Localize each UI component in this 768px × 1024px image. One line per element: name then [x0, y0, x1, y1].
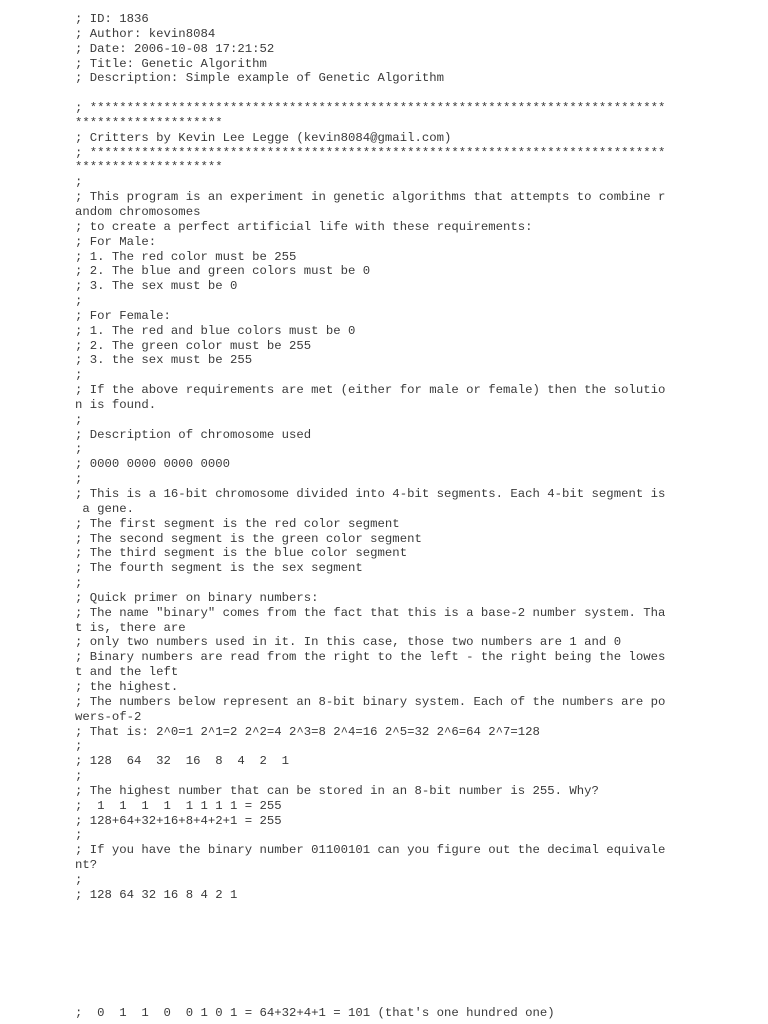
code-line: ; 1. The red color must be 255	[75, 249, 297, 264]
code-line: n is found.	[75, 397, 157, 412]
code-line: ; ID: 1836	[75, 12, 149, 26]
code-line: ;	[75, 294, 83, 309]
code-line: ; the highest.	[75, 679, 179, 694]
code-line: ; 1 1 1 1 1 1 1 1 = 255	[75, 798, 282, 813]
code-line: ; ******************************************************************************	[75, 101, 666, 116]
code-line: ;	[75, 872, 83, 887]
code-line: ;	[75, 576, 83, 591]
code-line: ; 2. The blue and green colors must be 0	[75, 264, 371, 279]
code-line-final: ; 0 1 1 0 0 1 0 1 = 64+32+4+1 = 101 (that's one hundred one)	[75, 1006, 555, 1020]
code-line: ; Title: Genetic Algorithm	[75, 56, 267, 71]
code-line: ********************	[75, 115, 223, 130]
code-line: ; If the above requirements are met (either for male or female) then the solutio	[75, 383, 666, 398]
code-line: ; The fourth segment is the sex segment	[75, 561, 363, 576]
code-line: ; 128 64 32 16 8 4 2 1	[75, 754, 290, 769]
code-line: ********************	[75, 160, 223, 175]
code-line: ; The second segment is the green color segment	[75, 531, 422, 546]
code-line: a gene.	[75, 501, 135, 516]
code-line: ; Critters by Kevin Lee Legge (kevin8084@gmail.com)	[75, 130, 452, 145]
code-line: ; The highest number that can be stored in an 8-bit number is 255. Why?	[75, 783, 599, 798]
code-line: ;	[75, 368, 83, 383]
code-line: ; 128+64+32+16+8+4+2+1 = 255	[75, 813, 282, 828]
code-line: ; Binary numbers are read from the right to the left - the right being the lowes	[75, 650, 666, 665]
code-line: t is, there are	[75, 620, 186, 635]
code-line: ; 3. The sex must be 0	[75, 279, 238, 294]
code-line: ; 0000 0000 0000 0000	[75, 457, 230, 472]
code-line: ; This is a 16-bit chromosome divided into 4-bit segments. Each 4-bit segment is	[75, 487, 666, 501]
code-line: nt?	[75, 858, 98, 873]
source-code-block	[75, 12, 685, 903]
code-line: ;	[75, 412, 83, 427]
code-line: ; ******************************************************************************	[75, 145, 666, 160]
code-line: ;	[75, 828, 83, 843]
code-line: ;	[75, 739, 83, 754]
code-line: ;	[75, 175, 83, 190]
code-line: ; 128 64 32 16 8 4 2 1	[75, 887, 238, 902]
code-line: ; Quick primer on binary numbers:	[75, 590, 319, 605]
code-line: ; 1. The red and blue colors must be 0	[75, 323, 356, 338]
code-line: ;	[75, 472, 83, 487]
code-line: ; The numbers below represent an 8-bit binary system. Each of the numbers are po	[75, 694, 666, 709]
code-line: ; For Female:	[75, 308, 171, 323]
code-line: ;	[75, 769, 83, 784]
code-line: ; 2. The green color must be 255	[75, 338, 312, 353]
code-line: ; 3. the sex must be 255	[75, 353, 253, 368]
code-line: andom chromosomes	[75, 204, 201, 219]
code-line: ; This program is an experiment in genetic algorithms that attempts to combine r	[75, 190, 666, 205]
code-line: ;	[75, 442, 83, 457]
code-line: t and the left	[75, 665, 179, 680]
code-line: ; only two numbers used in it. In this case, those two numbers are 1 and 0	[75, 635, 622, 650]
code-line: wers-of-2	[75, 709, 142, 724]
code-line: ; Description: Simple example of Genetic Algorithm	[75, 71, 444, 86]
code-line	[75, 86, 685, 101]
code-line: ; The first segment is the red color segment	[75, 516, 400, 531]
code-line: ; The third segment is the blue color segment	[75, 546, 408, 561]
code-line: ; to create a perfect artificial life with these requirements:	[75, 219, 533, 234]
code-line: ; That is: 2^0=1 2^1=2 2^2=4 2^3=8 2^4=16 2^5=32 2^6=64 2^7=128	[75, 724, 540, 739]
code-line: ; If you have the binary number 01100101 can you figure out the decimal equivale	[75, 843, 666, 858]
code-line: ; The name "binary" comes from the fact that this is a base-2 number system. Tha	[75, 605, 666, 620]
code-line: ; Author: kevin8084	[75, 26, 216, 41]
code-line: ; Date: 2006-10-08 17:21:52	[75, 41, 275, 56]
code-line: ; For Male:	[75, 234, 157, 249]
code-line: ; Description of chromosome used	[75, 427, 312, 442]
